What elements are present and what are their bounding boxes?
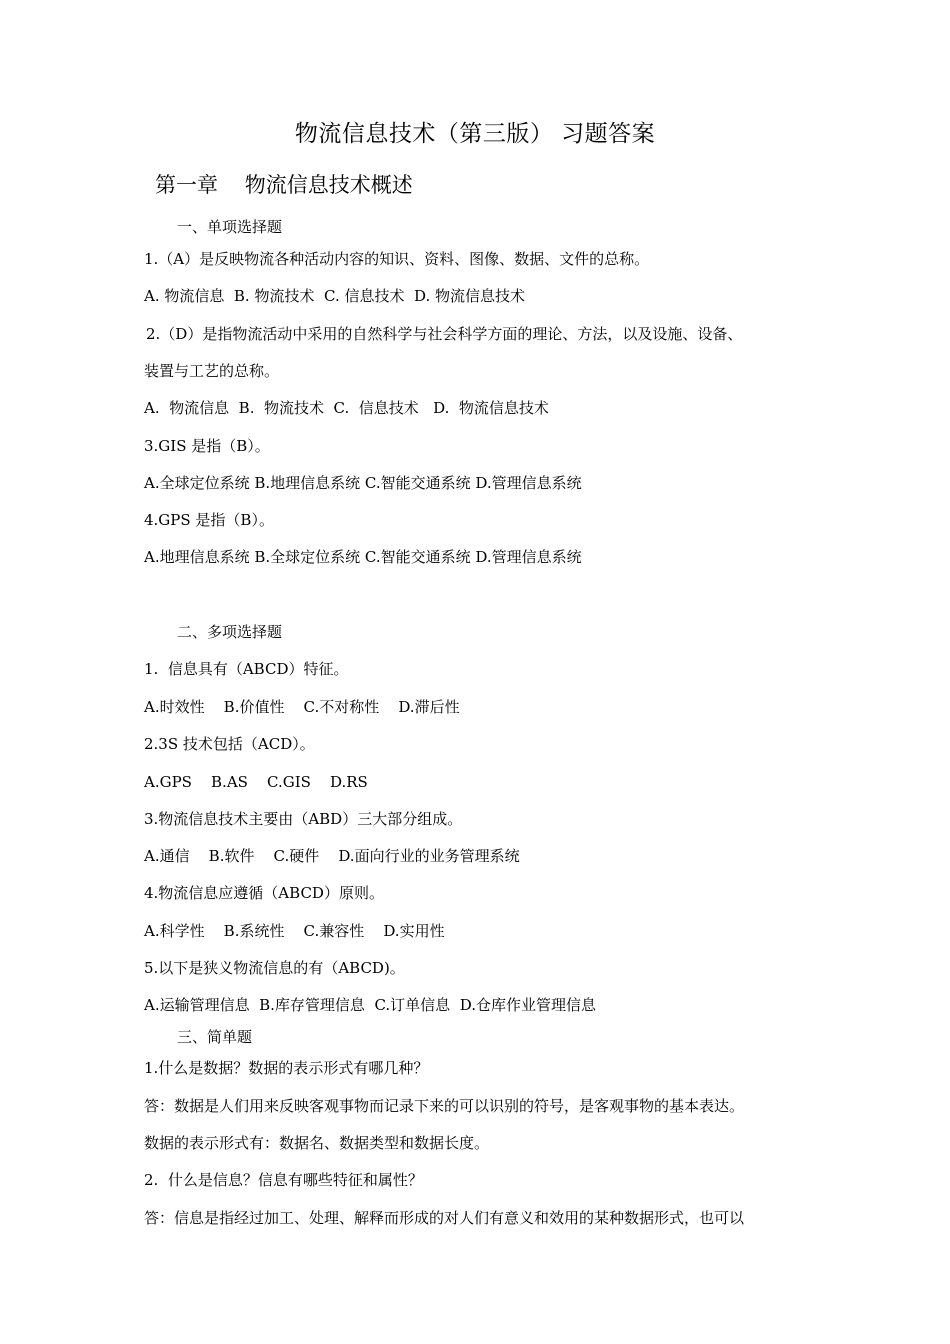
- answer-text-continued: 数据的表示形式有：数据名、数据类型和数据长度。: [144, 1134, 490, 1152]
- answer-text: 答：数据是人们用来反映客观事物而记录下来的可以识别的符号，是客观事物的基本表达。: [144, 1097, 745, 1115]
- answer-options: A.科学性 B.系统性 C.兼容性 D.实用性: [144, 922, 445, 940]
- section-heading-multiple-choice: 二、多项选择题: [177, 623, 283, 641]
- question-text: 1.什么是数据？数据的表示形式有哪几种？: [144, 1059, 429, 1077]
- answer-options: A.时效性 B.价值性 C.不对称性 D.滞后性: [144, 698, 460, 716]
- section-heading-single-choice: 一、单项选择题: [177, 218, 283, 236]
- question-text: 1.（A）是反映物流各种活动内容的知识、资料、图像、数据、文件的总称。: [144, 250, 650, 268]
- question-text: 5.以下是狭义物流信息的有（ABCD)。: [144, 959, 405, 977]
- question-text-continued: 装置与工艺的总称。: [144, 362, 280, 380]
- document-title: 物流信息技术（第三版） 习题答案: [294, 121, 656, 147]
- answer-options: A. 物流信息 B. 物流技术 C. 信息技术 D. 物流信息技术: [144, 399, 549, 417]
- answer-options: A.运输管理信息 B.库存管理信息 C.订单信息 D.仓库作业管理信息: [144, 996, 596, 1014]
- question-text: 3.GIS 是指（B）。: [144, 437, 270, 455]
- question-text: 4.物流信息应遵循（ABCD）原则。: [144, 884, 384, 902]
- question-text: 4.GPS 是指（B）。: [144, 511, 274, 529]
- answer-options: A.地理信息系统 B.全球定位系统 C.智能交通系统 D.管理信息系统: [144, 548, 582, 566]
- section-heading-short-answer: 三、简单题: [177, 1028, 253, 1046]
- answer-options: A. 物流信息 B. 物流技术 C. 信息技术 D. 物流信息技术: [144, 287, 526, 305]
- question-text: 2.3S 技术包括（ACD）。: [144, 735, 315, 753]
- question-text: 2. 什么是信息？信息有哪些特征和属性？: [144, 1171, 423, 1189]
- chapter-heading: 第一章 物流信息技术概述: [155, 173, 413, 197]
- question-text: 1. 信息具有（ABCD）特征。: [144, 660, 349, 678]
- answer-options: A.全球定位系统 B.地理信息系统 C.智能交通系统 D.管理信息系统: [144, 474, 582, 492]
- answer-options: A.GPS B.AS C.GIS D.RS: [144, 773, 368, 791]
- question-text: 2.（D）是指物流活动中采用的自然科学与社会科学方面的理论、方法，以及设施、设备、: [146, 325, 743, 343]
- answer-options: A.通信 B.软件 C.硬件 D.面向行业的业务管理系统: [144, 847, 520, 865]
- answer-text: 答：信息是指经过加工、处理、解释而形成的对人们有意义和效用的某种数据形式，也可以: [144, 1209, 745, 1227]
- question-text: 3.物流信息技术主要由（ABD）三大部分组成。: [144, 810, 463, 828]
